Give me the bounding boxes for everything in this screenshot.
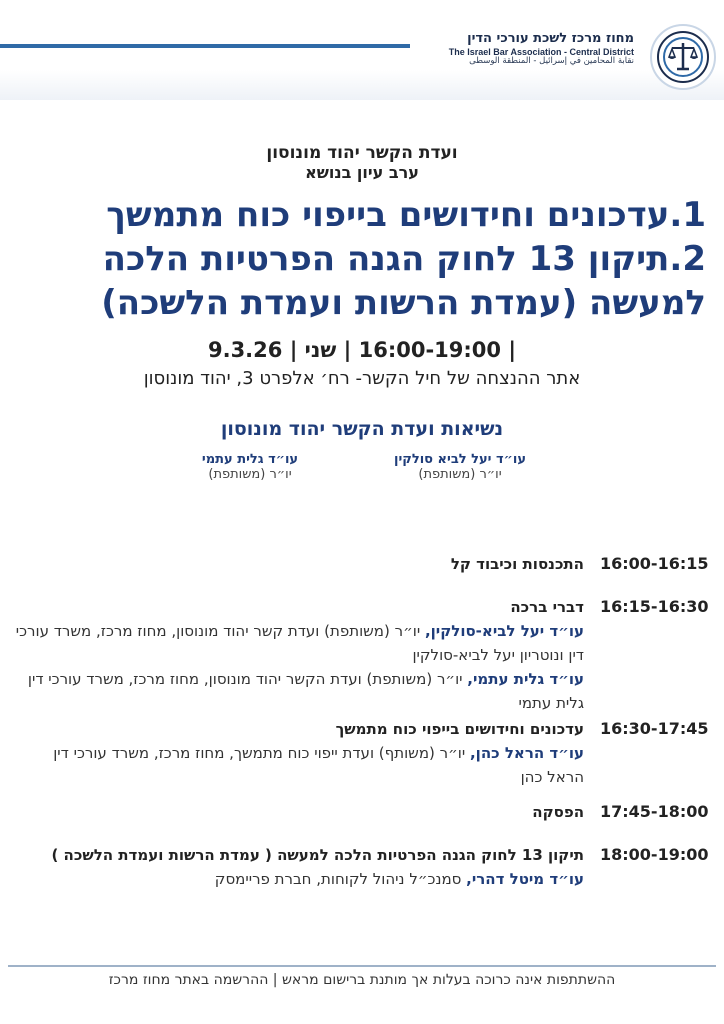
chair-name: עו״ד גלית עתמי — [201, 452, 299, 467]
committee-name: ועדת הקשר יהוד מונוסון — [266, 143, 458, 163]
page-header — [0, 0, 724, 100]
main-title-line-2: 2.תיקון 13 לחוק הגנה הפרטיות הלכה — [102, 239, 706, 279]
schedule-time: 16:30-17:45 — [600, 719, 709, 738]
speaker-name: עו״ד יעל לביא-סולקין, — [424, 622, 584, 640]
speaker-description: יו״ר (משותפת) ועדת קשר יהוד מונוסון, מחוז מרכז, משרד עורכי דין ונוטריון יעל לביא-סולקין — [15, 622, 584, 664]
speaker-description: יו״ר (משותפת) ועדת הקשר יהוד מונוסון, מחוז מרכז, משרד עורכי דין גלית עתמי — [27, 670, 584, 712]
event-venue: אתר ההנצחה של חיל הקשר- רח׳ אלפרט 3, יהוד מונוסון — [143, 368, 581, 389]
speaker-name: עו״ד גלית עתמי, — [467, 670, 584, 688]
schedule-time: 18:00-19:00 — [600, 845, 709, 864]
speaker-description: סמנכ״ל ניהול לקוחות, חברת פריימסק — [214, 870, 467, 888]
org-name-hebrew: מחוז מרכז לשכת עורכי הדין — [467, 31, 634, 46]
speaker-entry — [14, 619, 584, 667]
schedule-time: 16:15-16:30 — [600, 597, 709, 616]
schedule-item — [14, 717, 584, 789]
main-title-line-3: למעשה (עמדת הרשות ועמדת הלשכה) — [101, 283, 706, 323]
speaker-entry — [14, 741, 584, 789]
schedule-item — [14, 843, 584, 891]
event-date-time: | 16:00-19:00 | שני | 9.3.26 — [207, 338, 516, 362]
schedule-time: 16:00-16:15 — [600, 554, 709, 573]
schedule-item-title: התכנסות וכיבוד קל — [450, 555, 584, 573]
schedule-item — [14, 800, 584, 824]
org-name-arabic: نقابة المحامين في إسرائيل - المنطقة الوسطى — [469, 56, 634, 67]
main-title-line-1: 1.עדכונים וחידושים בייפוי כוח מתמשך — [106, 195, 706, 235]
evening-label: ערב עיון בנושא — [305, 163, 419, 182]
speaker-name: עו״ד מיטל דהרי, — [466, 870, 584, 888]
chair-person — [370, 452, 550, 482]
speaker-entry — [14, 867, 584, 891]
org-block — [449, 32, 634, 67]
speaker-description: יו״ר (משותף) ועדת ייפוי כוח מתמשך, מחוז מרכז, משרד עורכי דין הראל כהן — [53, 744, 584, 786]
org-name-english: The Israel Bar Association - Central District — [448, 46, 634, 57]
speaker-name: עו״ד הראל כהן, — [469, 744, 584, 762]
schedule-item-title: דברי ברכה — [510, 598, 584, 616]
chairs-heading: נשיאות ועדת הקשר יהוד מונוסון — [220, 418, 504, 440]
schedule-item — [14, 595, 584, 715]
schedule-item — [14, 552, 584, 576]
header-divider — [0, 44, 410, 48]
chair-role: יו״ר (משותפת) — [418, 467, 502, 482]
scales-of-justice-icon — [650, 24, 716, 90]
schedule-time: 17:45-18:00 — [600, 802, 709, 821]
footer-divider — [8, 965, 716, 967]
speaker-entry — [14, 667, 584, 715]
chair-name: עו״ד יעל לביא סולקין — [393, 452, 527, 467]
chair-person — [160, 452, 340, 482]
chair-role: יו״ר (משותפת) — [208, 467, 292, 482]
schedule-item-title: תיקון 13 לחוק הגנה הפרטיות הלכה למעשה ( עמדת הרשות ועמדת הלשכה ) — [51, 846, 584, 864]
schedule-item-title: הפסקה — [532, 803, 584, 821]
schedule-item-title: עדכונים וחידושים בייפוי כוח מתמשך — [335, 720, 584, 738]
registration-note: ההשתתפות אינה כרוכה בעלות אך מותנת ברישום מראש | ההרשמה באתר מחוז מרכז — [108, 972, 616, 988]
